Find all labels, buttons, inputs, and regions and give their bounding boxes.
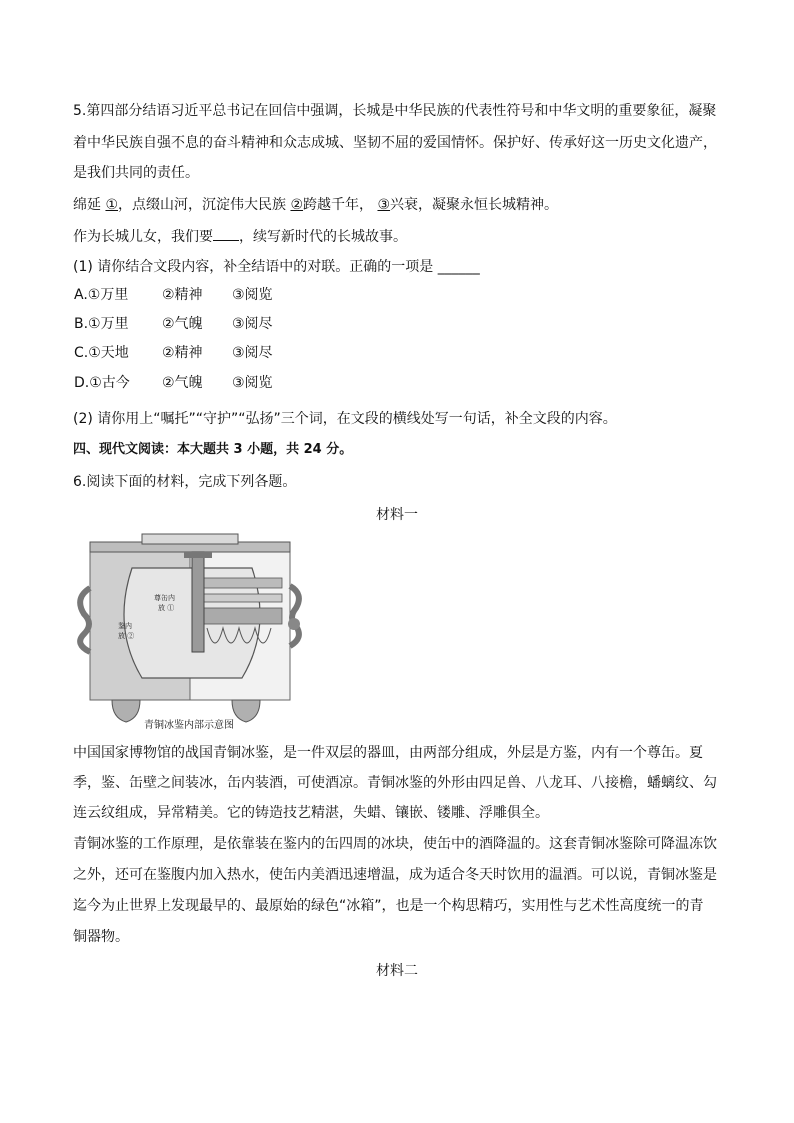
diagram-label-2a: 鉴内 [118, 622, 132, 630]
q5-intro-line-2: 着中华民族自强不息的奋斗精神和众志成城、坚韧不屈的爱国情怀。保护好、传承好这一历史文化遗产， [73, 135, 717, 151]
figure-caption: 青铜冰鉴内部示意图 [144, 720, 234, 731]
q5-sub-question-1: (1) 请你结合文段内容，补全结语中的对联。正确的一项是 ______ [73, 259, 480, 275]
diagram-label-1b: 放 ① [158, 604, 175, 612]
material-1-p1-line-1: 中国国家博物馆的战国青铜冰鉴，是一件双层的器皿，由两部分组成，外层是方鉴，内有一个尊缶。夏 [73, 745, 703, 761]
q6-prompt: 6.阅读下面的材料，完成下列各题。 [73, 474, 297, 490]
q5-couplet [73, 195, 558, 215]
bronze-ice-chest-diagram [72, 528, 306, 742]
couplet-marker-1: ① [105, 197, 119, 213]
para-part-1: 作为长城儿女，我们要 [73, 229, 213, 245]
option-d-part-2: ②气魄 [162, 375, 203, 391]
diagram-label-2b: 放 ② [118, 632, 135, 640]
q5-sub-question-2: (2) 请你用上“嘱托”“守护”“弘扬”三个词，在文段的横线处写一句话，补全文段的内容。 [73, 411, 617, 427]
couplet-part-1: 绵延 [73, 197, 106, 213]
option-c-part-1: C.①天地 [74, 345, 129, 361]
option-a-part-3: ③阅览 [232, 287, 273, 303]
option-b[interactable] [74, 314, 273, 334]
material-2-title: 材料二 [376, 963, 418, 979]
section-4-heading: 四、现代文阅读：本大题共 3 小题，共 24 分。 [73, 442, 353, 457]
material-1-p1-line-2: 季，鉴、缶壁之间装冰，缶内装酒，可使酒凉。青铜冰鉴的外形由四足兽、八龙耳、八接檐，蟠螭纹、勾 [73, 775, 717, 791]
q5-paragraph [73, 226, 407, 247]
material-1-p2-line-1: 青铜冰鉴的工作原理，是依靠装在鉴内的缶四周的冰块，使缶中的酒降温的。这套青铜冰鉴除可降温冻饮 [73, 836, 717, 852]
option-c-part-3: ③阅尽 [232, 345, 273, 361]
couplet-part-4: 兴衰，凝聚永恒长城精神。 [390, 197, 559, 213]
answer-blank[interactable] [213, 226, 239, 241]
option-b-part-1: B.①万里 [74, 316, 129, 332]
option-a-part-2: ②精神 [162, 287, 203, 303]
q5-intro-line-3: 是我们共同的责任。 [73, 165, 199, 181]
option-c-part-2: ②精神 [162, 345, 203, 361]
option-b-part-3: ③阅尽 [232, 316, 273, 332]
option-d-part-3: ③阅览 [232, 375, 273, 391]
material-1-p1-line-3: 连云纹组成，异常精美。它的铸造技艺精湛，失蜡、镶嵌、镂雕、浮雕俱全。 [73, 805, 549, 821]
option-c[interactable] [74, 343, 273, 363]
option-b-part-2: ②气魄 [162, 316, 203, 332]
material-1-p2-line-4: 铜器物。 [73, 929, 129, 945]
material-1-title: 材料一 [376, 507, 418, 523]
option-d[interactable] [74, 373, 273, 393]
material-1-p2-line-2: 之外，还可在鉴腹内加入热水，使缶内美酒迅速增温，成为适合冬天时饮用的温酒。可以说，青铜冰鉴是 [73, 867, 717, 883]
para-part-2: ，续写新时代的长城故事。 [239, 229, 407, 245]
couplet-part-2: ，点缀山河，沉淀伟大民族 [118, 197, 291, 213]
couplet-marker-3: ③ [377, 197, 391, 213]
couplet-part-3: 跨越千年， [303, 197, 374, 213]
material-1-p2-line-3: 迄今为止世界上发现最早的、最原始的绿色“冰箱”，也是一个构思精巧，实用性与艺术性高度统一的青 [73, 898, 704, 914]
q5-intro-line-1: 5.第四部分结语习近平总书记在回信中强调，长城是中华民族的代表性符号和中华文明的重要象征，凝聚 [73, 103, 717, 119]
diagram-label-1a: 尊缶内 [154, 594, 175, 602]
option-a[interactable] [74, 285, 273, 305]
option-d-part-1: D.①古今 [74, 375, 130, 391]
couplet-marker-2: ② [290, 197, 304, 213]
option-a-part-1: A.①万里 [74, 287, 129, 303]
